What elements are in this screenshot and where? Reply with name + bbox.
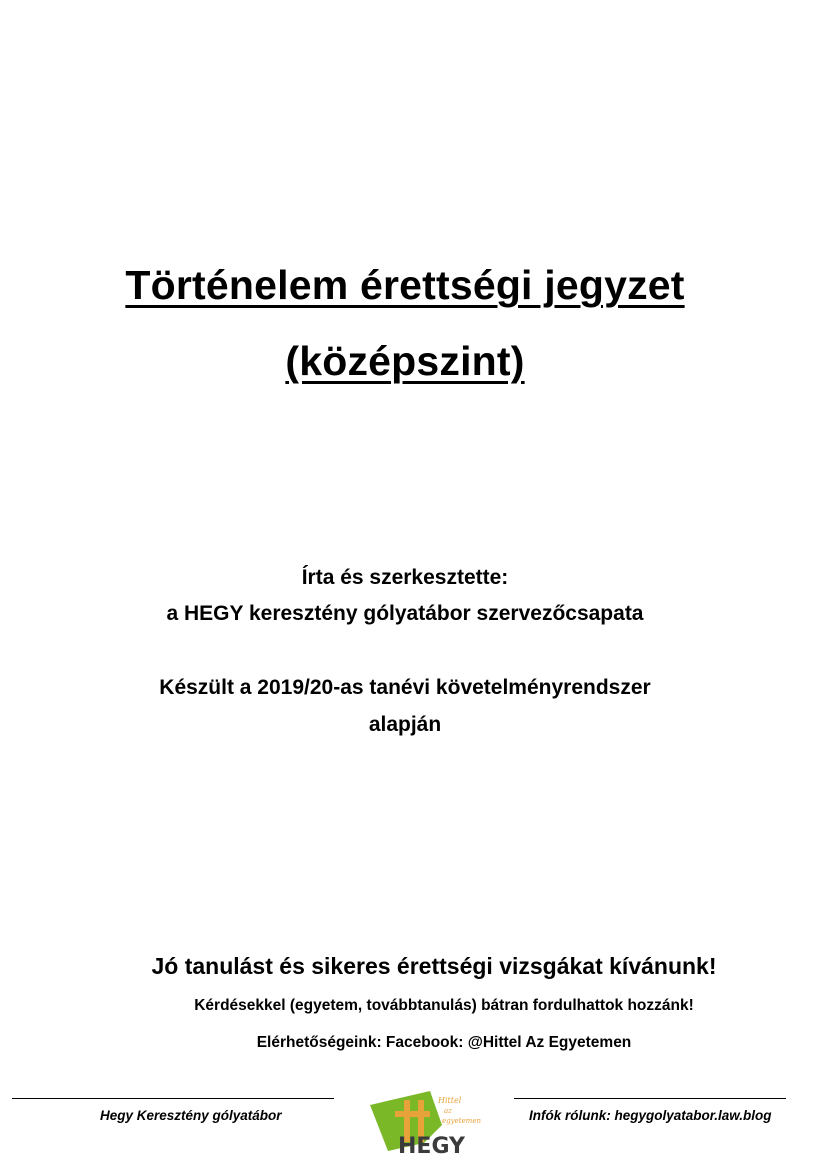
contacts-text: Elérhetőségeink: Facebook: @Hittel Az Egyetemen — [256, 1034, 632, 1051]
footer-left-rule — [12, 1098, 334, 1099]
footer-left-text: Hegy Keresztény gólyatábor — [100, 1108, 282, 1123]
footer-right-rule — [514, 1098, 786, 1099]
wishes-text: Jó tanulást és sikeres érettségi vizsgákat kívánunk! — [151, 953, 717, 979]
authors-heading: Írta és szerkesztette: — [301, 566, 509, 589]
logo-wordmark: HEGY — [398, 1134, 465, 1157]
document-title-line1: Történelem érettségi jegyzet — [125, 262, 685, 308]
basis-line1: Készült a 2019/20-as tanévi követelményrendszer — [159, 676, 651, 699]
logo-tagline-2: az — [444, 1107, 452, 1115]
logo-tagline-3: egyetemen — [442, 1117, 481, 1125]
hegy-logo — [368, 1085, 486, 1157]
footer-right-text: Infók rólunk: hegygolyatabor.law.blog — [529, 1108, 772, 1123]
questions-text: Kérdésekkel (egyetem, továbbtanulás) bátran fordulhattok hozzánk! — [194, 997, 694, 1014]
logo-tagline-1: Hittel — [438, 1096, 462, 1105]
authors-name: a HEGY keresztény gólyatábor szervezőcsapata — [166, 602, 644, 625]
basis-line2: alapján — [368, 713, 442, 736]
document-title-line2: (középszint) — [285, 338, 525, 384]
